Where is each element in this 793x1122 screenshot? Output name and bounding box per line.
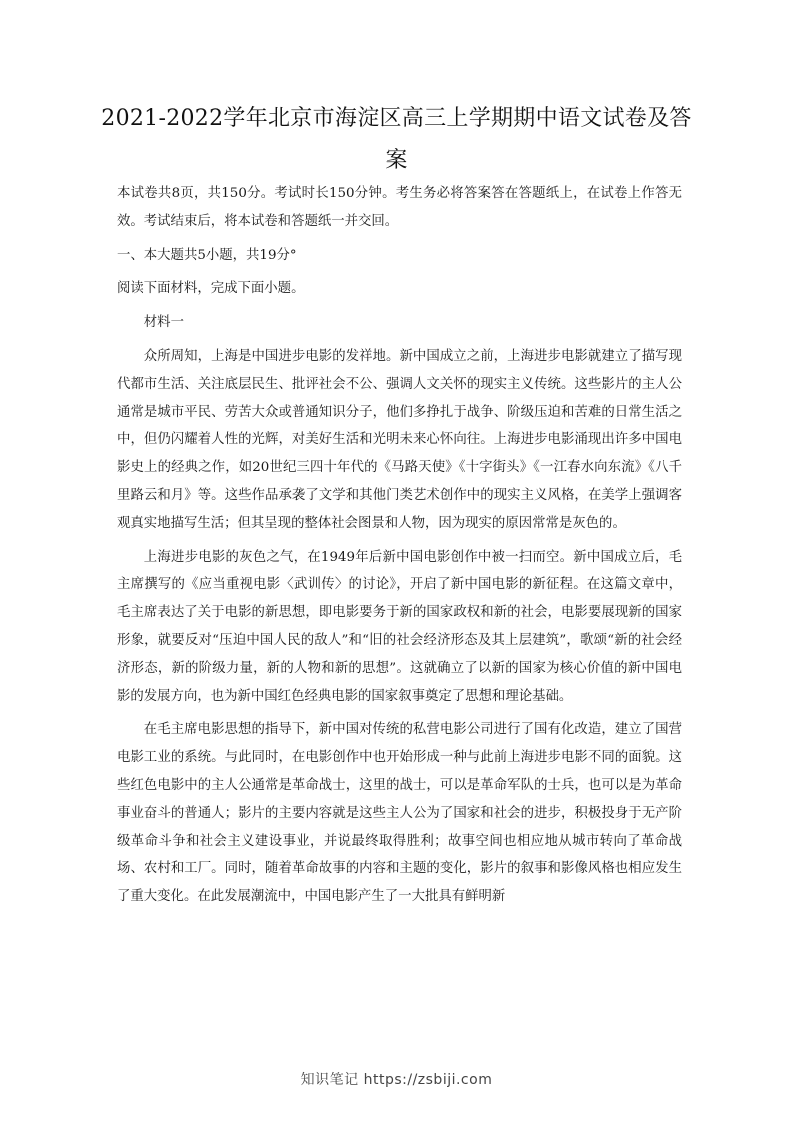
paragraph-1: 众所周知，上海是中国进步电影的发祥地。新中国成立之前，上海进步电影就建立了描写现代都市生活、关注底层民生、批评社会不公、强调人文关怀的现实主义传统。这些影片的主人公通常是城市平民、劳苦大众或普通知识分子，他们多挣扎于战争、阶级压迫和苦难的日常生活之中，但仍闪耀着人性的光辉，对美好生活和光明未来心怀向往。上海进步电影涌现出许多中国电影史上的经典之作，如20世纪三四十年代的《马路天使》《十字街头》《一江春水向东流》《八千里路云和月》等。这些作品承袭了文学和其他门类艺术创作中的现实主义风格，在美学上强调客观真实地描写生活；但其呈现的整体社会图景和人物，因为现实的原因常常是灰色的。 [117,348,682,531]
exam-intro: 本试卷共8页，共150分。考试时长150分钟。考生务必将答案答在答题纸上，在试卷上作答无效。考试结束后，将本试卷和答题纸一并交回。 [117,186,682,229]
footer-watermark: 知识笔记 https://zsbiji.com [300,1072,493,1088]
material-label: 材料一 [143,315,184,331]
paragraph-2: 上海进步电影的灰色之气，在1949年后新中国电影创作中被一扫而空。新中国成立后，毛主席撰写的《应当重视电影〈武训传〉的讨论》，开启了新中国电影的新征程。在这篇文章中，毛主席表达了关于电影的新思想，即电影要务于新的国家政权和新的社会，电影要展现新的国家形象，就要反对“压迫中国人民的敌人”和“旧的社会经济形态及其上层建筑”，歌颂“新的社会经济形态，新的阶级力量，新的人物和新的思想”。这就确立了以新的国家为核心价值的新中国电影的发展方向，也为新中国红色经典电影的国家叙事奠定了思想和理论基础。 [117,549,682,704]
section-heading: 一、本大题共5小题，共19分° [117,247,297,263]
document-title: 2021-2022学年北京市海淀区高三上学期期中语文试卷及答案 [101,106,692,173]
paragraph-3: 在毛主席电影思想的指导下，新中国对传统的私营电影公司进行了国有化改造，建立了国营电影工业的系统。与此同时，在电影创作中也开始形成一种与此前上海进步电影不同的面貌。这些红色电影中的主人公通常是革命战士，这里的战士，可以是革命军队的士兵，也可以是为革命事业奋斗的普通人；影片的主要内容就是这些主人公为了国家和社会的进步，积极投身于无产阶级革命斗争和社会主义建设事业，并说最终取得胜利；故事空间也相应地从城市转向了革命战场、农村和工厂。同时，随着革命故事的内容和主题的变化，影片的叙事和影像风格也相应发生了重大变化。在此发展潮流中，中国电影产生了一大批具有鲜明新 [117,722,682,905]
reading-instruction: 阅读下面材料，完成下面小题。 [117,281,305,297]
document-body [117,180,682,911]
